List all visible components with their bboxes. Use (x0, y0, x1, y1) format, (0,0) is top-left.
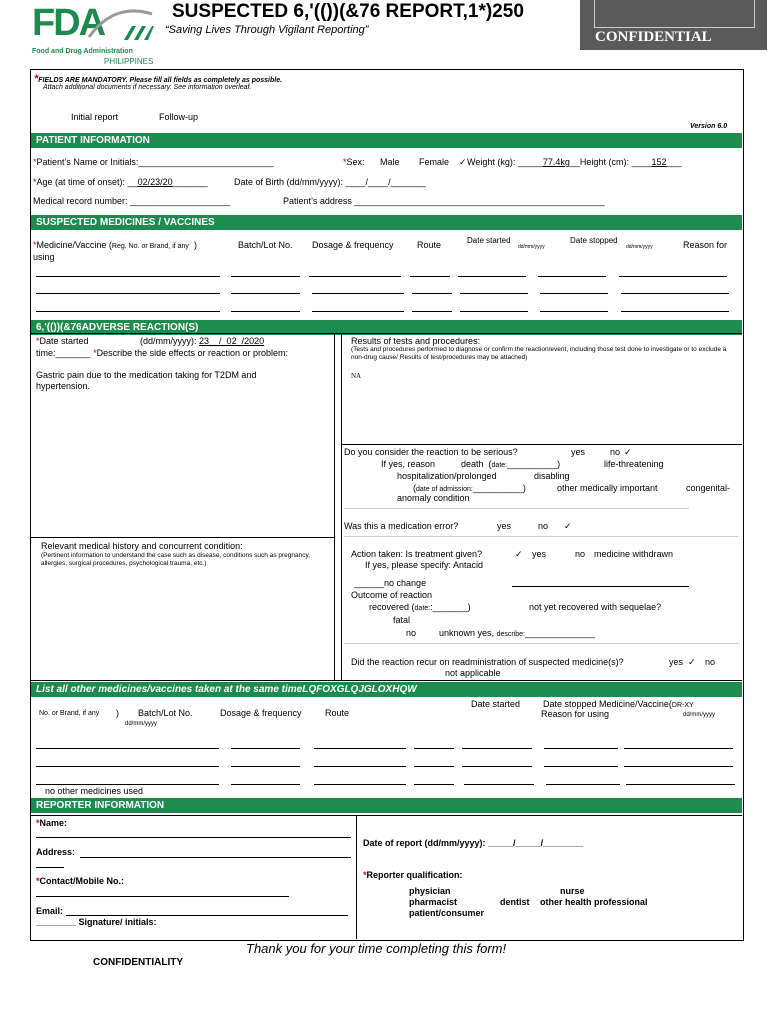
tests-note: (Tests and procedures performed to diagnose or confirm the reaction/event, including those test done to investigate or to exclude a non-drug cause/ Results of test/procedures may be attached) (351, 346, 727, 361)
row2-stopped[interactable] (540, 293, 608, 294)
other-col-reg: No. or Brand, if any (39, 710, 100, 717)
qual-dentist-option[interactable]: dentist (500, 897, 530, 907)
confidential-inner (594, 0, 755, 28)
version-label: Version 6.0 (690, 123, 728, 130)
qual-physician-option[interactable]: physician (409, 886, 451, 896)
other-row3-dose[interactable] (314, 784, 406, 785)
reaction-bottom-line (31, 680, 742, 681)
no-change-line (512, 586, 689, 587)
other-col-drxy: DR-XY (671, 702, 694, 709)
other-col-dose: Dosage & frequency (220, 708, 302, 718)
row1-route[interactable] (410, 276, 450, 277)
form-slogan: “Saving Lives Through Vigilant Reporting” (165, 24, 369, 36)
death-label: death (461, 459, 484, 469)
reaction-date-fmt: (dd/mm/yyyy): (140, 336, 197, 346)
history-label: Relevant medical history and concurrent condition: (41, 541, 243, 551)
height-value: 152 (651, 157, 667, 167)
confidentiality-heading: CONFIDENTIALITY (93, 957, 183, 968)
logo-text: FDA (32, 2, 105, 44)
other-col-stopped (543, 699, 694, 709)
reporter-address-line[interactable] (80, 857, 351, 858)
confidential-box (580, 0, 767, 50)
row3-batch[interactable] (231, 311, 300, 312)
reporter-email-line[interactable] (66, 915, 348, 916)
reporter-section-header: REPORTER INFORMATION (31, 798, 742, 813)
reaction-time-label: time:_______ (36, 348, 91, 358)
fda-logo (32, 2, 157, 68)
other-row2-dose[interactable] (314, 766, 406, 767)
tests-label: Results of tests and procedures: (351, 336, 481, 346)
initial-report-option[interactable]: Initial report (71, 112, 119, 122)
other-col-started: Date started (471, 699, 521, 709)
row1-batch[interactable] (231, 276, 300, 277)
row1-reason[interactable] (619, 276, 727, 277)
age-value: 02/23/20 (137, 177, 173, 187)
other-col-batch: Batch/Lot No. (138, 708, 193, 718)
other-col-reason: Reason for using (541, 709, 610, 719)
reaction-top-line (31, 333, 742, 334)
row2-route[interactable] (412, 293, 452, 294)
reporter-name-label: Name: (39, 818, 68, 828)
col-medicine-end: ) (193, 240, 197, 250)
reporter-signature-field[interactable]: ________ Signature/ initials: (36, 917, 157, 927)
qual-nurse-option[interactable]: nurse (560, 886, 585, 896)
recovered-label: recovered ( (369, 602, 415, 612)
row3-stopped[interactable] (540, 311, 608, 312)
error-no-option[interactable]: no (538, 521, 549, 531)
other-row3-started[interactable] (464, 784, 534, 785)
reaction-description[interactable]: Gastric pain due to the medication taking for T2DM and hypertension. (36, 370, 257, 391)
col-reason: Reason for (683, 240, 728, 250)
death-date-label: date: (491, 462, 508, 469)
col-route: Route (417, 240, 442, 250)
qualification-text: Reporter qualification: (366, 870, 463, 880)
row1-started[interactable] (458, 276, 526, 277)
row1-stopped[interactable] (538, 276, 606, 277)
admission-date-label: date of admission: (416, 486, 473, 493)
outcome-label: Outcome of reaction (351, 590, 433, 600)
attach-note: Attach additional documents if necessary. See information overleaf. (43, 84, 252, 91)
medicines-section-header: SUSPECTED MEDICINES / VACCINES (31, 215, 742, 230)
logo-swoosh-icon (84, 2, 154, 42)
mrn-field[interactable]: Medical record number: ____________________ (33, 196, 231, 206)
error-check-icon: ✓ (564, 521, 572, 531)
form-title: SUSPECTED 6,'(())(&76 REPORT,1*)250 (172, 1, 524, 22)
other-row2-medicine[interactable] (36, 766, 219, 767)
row3-started[interactable] (460, 311, 528, 312)
anomaly-label: anomaly condition (397, 493, 470, 503)
row1-dose[interactable] (309, 276, 401, 277)
reaction-describe-label: Describe the side effects or reaction or problem: (96, 348, 289, 358)
col-batch: Batch/Lot No. (238, 240, 293, 250)
qual-other-option[interactable]: other health professional (540, 897, 648, 907)
other-row2-route[interactable] (414, 766, 454, 767)
reporter-address-field[interactable] (36, 847, 75, 857)
other-row2-batch[interactable] (231, 766, 300, 767)
reaction-date-field[interactable]: *Date started (36, 336, 89, 346)
serious-no-option[interactable]: no (610, 447, 621, 457)
other-row1-medicine[interactable] (36, 748, 219, 749)
recovered-date-label: date: (414, 605, 431, 612)
row3-reason[interactable] (621, 311, 729, 312)
not-recovered-option[interactable]: not yet recovered with sequelae? (529, 602, 662, 612)
row2-medicine[interactable] (36, 293, 220, 294)
reporter-address-label: Address: (36, 847, 76, 857)
row3-route[interactable] (412, 311, 452, 312)
reporter-contact-field[interactable]: *Contact/Mobile No.: (36, 876, 125, 886)
recur-no-option[interactable]: no (705, 657, 716, 667)
other-row2-started[interactable] (462, 766, 532, 767)
action-check-icon: ✓ (515, 549, 523, 559)
recur-question: Did the reaction recur on readministration of suspected medicine(s)? (351, 657, 624, 667)
reaction-divider (334, 333, 335, 680)
height-label: __Height (cm): ____ (569, 157, 652, 167)
reporter-contact-label: Contact/Mobile No.: (39, 876, 125, 886)
weight-value: 77.4kg (542, 157, 570, 167)
reporter-contact-line[interactable] (36, 896, 289, 897)
serious-no-check-icon: ✓ (624, 447, 632, 457)
recovered-date-close: :_______) (430, 602, 471, 612)
serious-yes-option[interactable]: yes (571, 447, 586, 457)
left-mid-line (31, 537, 334, 538)
serious-question: Do you consider the reaction to be serious? (344, 447, 518, 457)
reaction-time-field[interactable]: time:_______ *Describe the side effects or reaction or problem: (36, 348, 289, 358)
sex-label: Sex: (346, 157, 365, 167)
sex-male-option[interactable]: Male (380, 157, 400, 167)
reaction-date-label: Date started (39, 336, 89, 346)
reporter-email-field[interactable] (36, 906, 63, 916)
mandatory-note: *FIELDS ARE MANDATORY. Please fill all fields as completely as possible. (34, 73, 283, 85)
recovered-option[interactable] (369, 602, 471, 612)
reporter-name-line[interactable] (36, 837, 351, 838)
age-label: Age (at time of onset): __ (36, 177, 138, 187)
action-no-option[interactable]: no (575, 549, 586, 559)
fatal-option[interactable]: fatal (393, 615, 411, 625)
treatment-specify[interactable]: If yes, please specify: Antacid (365, 560, 484, 570)
other-col-ddmm-left: dd/mm/yyyy (125, 721, 158, 727)
col-date-started: Date started (467, 236, 511, 245)
other-medically-option[interactable]: other medically important (557, 483, 658, 493)
mandatory-text: FIELDS ARE MANDATORY. Please fill all fields as completely as possible. (38, 77, 283, 84)
outcome-no-option[interactable]: no (406, 628, 417, 638)
reporter-divider (356, 815, 357, 939)
medication-error-question: Was this a medication error? (344, 521, 459, 531)
sex-female-option[interactable]: Female (419, 157, 450, 167)
patient-section-header: PATIENT INFORMATION (31, 133, 742, 148)
patient-name-field[interactable]: *Patient’s Name or Initials:___________________________ (33, 157, 274, 167)
outcome-bottom-line (344, 643, 738, 644)
col-medicine: *Medicine/Vaccine (Reg. No. or Brand, if any ) (33, 240, 197, 250)
other-row1-dose[interactable] (314, 748, 406, 749)
tests-value[interactable]: NA (351, 372, 362, 380)
reporter-email-label: Email: (36, 906, 64, 916)
col-medicine-label: Medicine/Vaccine ( (36, 240, 112, 250)
followup-option[interactable]: Follow-up (159, 112, 199, 122)
reporter-top-line (31, 815, 742, 816)
no-other-medicines-option[interactable]: no other medicines used (45, 786, 144, 796)
col-dosage: Dosage & frequency (312, 240, 394, 250)
col-started-format: dd/mm/yyyy (518, 244, 545, 250)
weight-field[interactable]: Weight (kg): _____77.4kg__Height (cm): ____152___ (467, 157, 682, 167)
unknown-option[interactable]: unknown yes, describe:______________ (439, 628, 596, 638)
qual-patient-option[interactable]: patient/consumer (409, 908, 485, 918)
logo-country: PHILIPPINES (104, 57, 154, 66)
other-row1-batch[interactable] (231, 748, 300, 749)
date-of-report-field[interactable]: Date of report (dd/mm/yyyy): _____/_____/________ (363, 838, 584, 848)
recur-yes-option[interactable]: yes (669, 657, 684, 667)
other-row2-stopped[interactable] (544, 766, 618, 767)
other-row3-stopped[interactable] (546, 784, 620, 785)
row3-dose[interactable] (312, 311, 404, 312)
other-row2-reason[interactable] (624, 766, 733, 767)
error-bottom-line (344, 536, 738, 537)
row2-batch[interactable] (231, 293, 300, 294)
recur-na-option[interactable]: not applicable (445, 668, 501, 678)
death-option[interactable]: death (date:__________) (461, 459, 561, 469)
thank-you-note: Thank you for your time completing this form! (246, 941, 507, 956)
other-row1-stopped[interactable] (544, 748, 618, 749)
history-note: (Pertinent information to understand the case such as disease, conditions such as pregnancy, allergies, surgical procedures, psychological trauma, etc.) (41, 552, 311, 567)
row2-dose[interactable] (312, 293, 404, 294)
other-col-ddmm-right: dd/mm/yyyy (683, 712, 716, 718)
sex-field: *Sex: (343, 157, 365, 167)
hospitalization-option[interactable]: hospitalization/prolonged (397, 471, 497, 481)
serious-bottom-line (344, 508, 689, 509)
col-medicine-note: Reg. No. or Brand, if any (111, 243, 189, 250)
disabling-option[interactable]: disabling (534, 471, 570, 481)
withdrawn-option[interactable]: medicine withdrawn (594, 549, 674, 559)
patient-address-field[interactable]: Patient’s address __________________________________________________ (283, 196, 605, 206)
qualification-label: *Reporter qualification: (363, 870, 463, 880)
row1-medicine[interactable] (36, 276, 220, 277)
other-medicines-header: List all other medicines/vaccines taken at the same timeLQFOXGLQJGLOXHQW (31, 682, 742, 697)
other-row1-route[interactable] (414, 748, 454, 749)
action-taken-question: Action taken: Is treatment given? (351, 549, 483, 559)
error-yes-option[interactable]: yes (497, 521, 512, 531)
reporter-name-field[interactable]: *Name: (36, 818, 68, 828)
other-row3-batch[interactable] (231, 784, 300, 785)
other-row1-started[interactable] (462, 748, 532, 749)
action-yes-option[interactable]: yes (532, 549, 547, 559)
patient-name-label: Patient’s Name or Initials:___________________________ (36, 157, 274, 167)
other-col-stopped-label: Date stopped Medicine/Vaccine( (543, 699, 672, 709)
right-mid-line (341, 444, 742, 445)
age-field[interactable]: *Age (at time of onset): __02/23/20_______ (33, 177, 208, 187)
dob-field[interactable]: Date of Birth (dd/mm/yyyy): ____/____/_______ (234, 177, 426, 187)
congenital-option[interactable]: congenital- (686, 483, 731, 493)
other-row3-medicine[interactable] (36, 784, 219, 785)
other-col-paren: ) (116, 708, 119, 718)
reaction-section-header: 6,'(())(&76ADVERSE REACTION(S) (31, 320, 742, 335)
reaction-divider-right (341, 333, 342, 680)
reaction-date-value: 23__/_02_/2020 (199, 336, 265, 346)
other-row3-route[interactable] (414, 784, 454, 785)
unknown-describe: describe: (496, 631, 525, 638)
qual-pharmacist-option[interactable]: pharmacist (409, 897, 458, 907)
row2-reason[interactable] (621, 293, 729, 294)
logo-subtitle: Food and Drug Administration (32, 48, 133, 55)
if-yes-reason: If yes, reason (381, 459, 436, 469)
reporter-address-line2 (36, 867, 64, 868)
col-stopped-format: dd/mm/yyyy (626, 244, 653, 250)
col-date-stopped: Date stopped (570, 236, 618, 245)
life-threatening-option[interactable]: life-threatening (604, 459, 664, 469)
female-check-icon: ✓ (459, 157, 467, 167)
recur-check-icon: ✓ (688, 657, 696, 667)
weight-label: Weight (kg): _____ (467, 157, 543, 167)
admission-date-field[interactable]: (date of admission:__________) (413, 483, 526, 493)
reaction-date-format (140, 336, 264, 346)
other-col-route: Route (325, 708, 350, 718)
col-medicine-using: using (33, 252, 55, 262)
other-row3-reason[interactable] (626, 784, 735, 785)
unknown-label: unknown yes, (439, 628, 495, 638)
other-row1-reason[interactable] (624, 748, 733, 749)
row3-medicine[interactable] (36, 311, 220, 312)
no-change-option[interactable]: ______no change (354, 578, 427, 588)
confidential-label: CONFIDENTIAL (595, 29, 712, 45)
row2-started[interactable] (460, 293, 528, 294)
